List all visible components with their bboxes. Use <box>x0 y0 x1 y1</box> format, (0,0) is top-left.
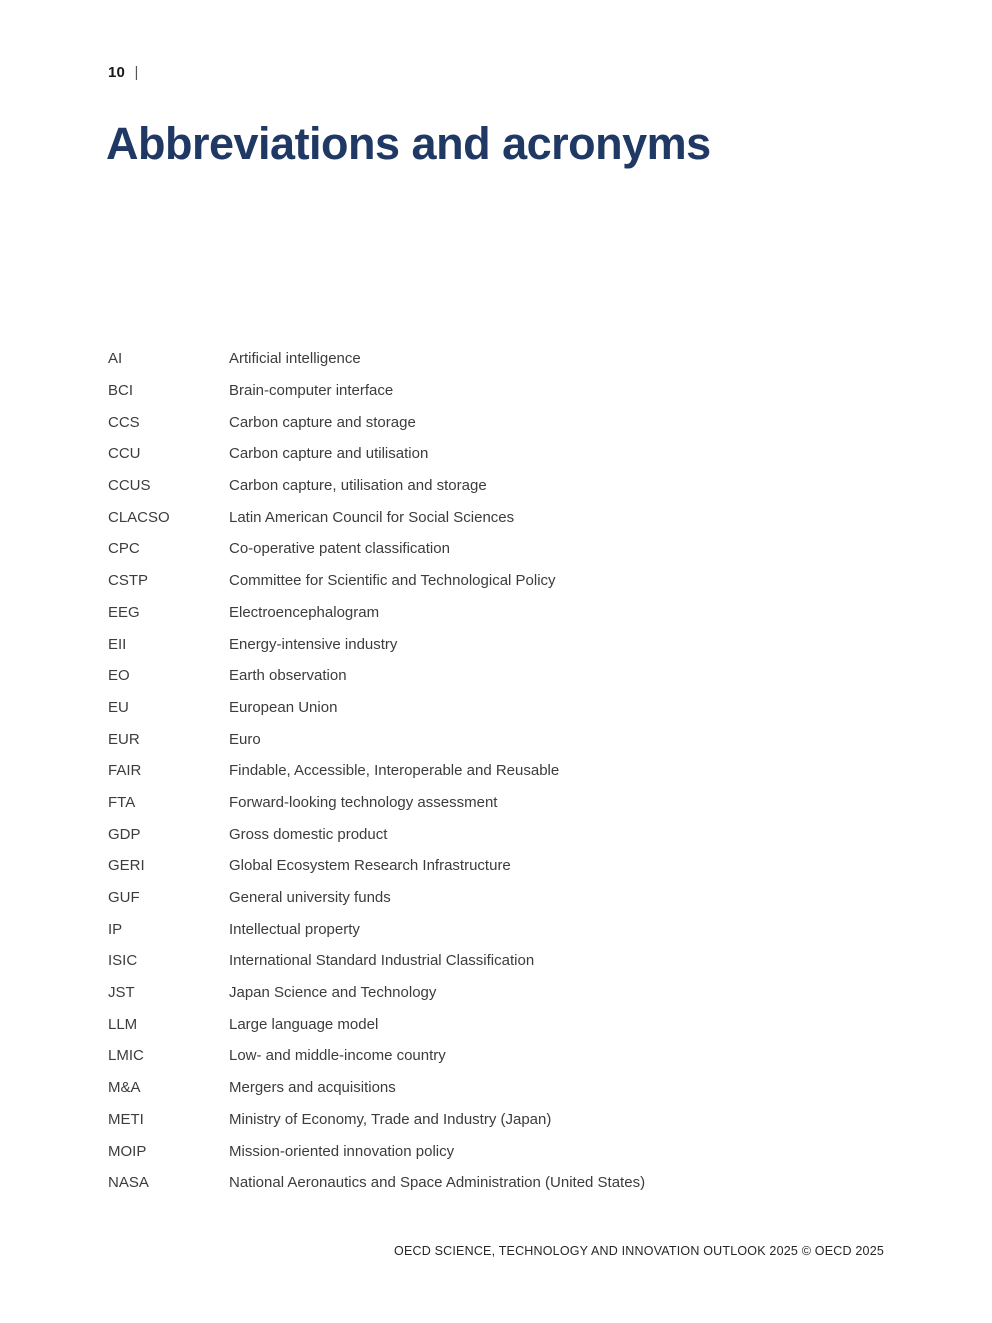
abbreviation-term: EEG <box>108 603 140 621</box>
abbreviation-term: LMIC <box>108 1047 144 1065</box>
abbreviation-definition: Findable, Accessible, Interoperable and Reusable <box>229 762 560 780</box>
abbreviation-term: LLM <box>108 1015 138 1033</box>
abbreviation-term: IP <box>108 920 123 938</box>
abbreviation-term: EII <box>108 635 127 653</box>
abbreviation-term: EUR <box>108 730 140 748</box>
abbreviation-row <box>108 787 892 819</box>
abbreviation-definition: Forward-looking technology assessment <box>229 793 498 811</box>
abbreviation-row <box>108 438 892 470</box>
abbreviation-definition: Committee for Scientific and Technological Policy <box>229 572 556 590</box>
abbreviation-term: BCI <box>108 382 134 400</box>
abbreviation-term: GDP <box>108 825 141 843</box>
abbreviation-row <box>108 1167 892 1199</box>
abbreviation-term: JST <box>108 984 135 1002</box>
abbreviation-term: CCU <box>108 445 141 463</box>
abbreviation-row <box>108 660 892 692</box>
abbreviation-definition: Mergers and acquisitions <box>229 1079 396 1097</box>
page-title: Abbreviations and acronyms <box>106 118 711 169</box>
abbreviation-row <box>108 723 892 755</box>
abbreviation-term: GERI <box>108 857 145 875</box>
abbreviation-definition: Carbon capture and utilisation <box>229 445 429 463</box>
abbreviation-definition: Large language model <box>229 1015 379 1033</box>
abbreviation-row <box>108 470 892 502</box>
abbreviation-row <box>108 977 892 1009</box>
page-footer: OECD SCIENCE, TECHNOLOGY AND INNOVATION OUTLOOK 2025 © OECD 2025 <box>394 1244 884 1258</box>
abbreviation-term: FAIR <box>108 762 142 780</box>
abbreviation-definition: Gross domestic product <box>229 825 388 843</box>
abbreviation-row <box>108 945 892 977</box>
abbreviation-term: AI <box>108 350 123 368</box>
abbreviation-term: CPC <box>108 540 140 558</box>
abbreviation-row <box>108 406 892 438</box>
abbreviation-definition: Earth observation <box>229 667 347 685</box>
abbreviation-row <box>108 882 892 914</box>
abbreviation-row <box>108 375 892 407</box>
abbreviation-term: METI <box>108 1110 144 1128</box>
abbreviation-row <box>108 628 892 660</box>
abbreviation-definition: Low- and middle-income country <box>229 1047 446 1065</box>
abbreviation-row <box>108 850 892 882</box>
abbreviation-definition: Ministry of Economy, Trade and Industry (Japan) <box>229 1110 552 1128</box>
page-number: 10 <box>108 64 126 81</box>
abbreviation-definition: Intellectual property <box>229 920 360 938</box>
abbreviation-definition: Latin American Council for Social Sciences <box>229 508 515 526</box>
abbreviation-row <box>108 818 892 850</box>
abbreviation-definition: Energy-intensive industry <box>229 635 398 653</box>
abbreviation-row <box>108 343 892 375</box>
abbreviation-definition: Euro <box>229 730 261 748</box>
abbreviation-row <box>108 913 892 945</box>
abbreviation-term: CLACSO <box>108 508 170 526</box>
abbreviation-term: CSTP <box>108 572 149 590</box>
abbreviation-term: CCUS <box>108 477 151 495</box>
abbreviation-definition: Electroencephalogram <box>229 603 380 621</box>
abbreviation-term: EO <box>108 667 130 685</box>
abbreviation-row <box>108 597 892 629</box>
page-number-separator: | <box>134 64 139 81</box>
page-header <box>108 64 139 81</box>
abbreviation-row <box>108 1072 892 1104</box>
abbreviation-row <box>108 1040 892 1072</box>
abbreviation-definition: Carbon capture, utilisation and storage <box>229 477 487 495</box>
abbreviation-row <box>108 1008 892 1040</box>
abbreviation-row <box>108 565 892 597</box>
abbreviation-definition: Carbon capture and storage <box>229 413 416 431</box>
abbreviation-row <box>108 692 892 724</box>
abbreviation-term: MOIP <box>108 1142 147 1160</box>
abbreviation-definition: General university funds <box>229 889 391 907</box>
abbreviation-definition: European Union <box>229 698 338 716</box>
abbreviation-definition: National Aeronautics and Space Administration (United States) <box>229 1174 646 1192</box>
abbreviation-row <box>108 501 892 533</box>
abbreviation-row <box>108 533 892 565</box>
abbreviation-definition: Global Ecosystem Research Infrastructure <box>229 857 511 875</box>
abbreviation-row <box>108 1135 892 1167</box>
abbreviation-term: GUF <box>108 889 140 907</box>
abbreviation-definition: International Standard Industrial Classification <box>229 952 535 970</box>
abbreviation-row <box>108 1104 892 1136</box>
abbreviations-list <box>108 343 892 1199</box>
abbreviation-definition: Artificial intelligence <box>229 350 361 368</box>
abbreviation-term: CCS <box>108 413 140 431</box>
abbreviation-definition: Mission-oriented innovation policy <box>229 1142 455 1160</box>
abbreviation-term: FTA <box>108 793 136 811</box>
abbreviation-term: M&A <box>108 1079 141 1097</box>
abbreviation-term: ISIC <box>108 952 138 970</box>
abbreviation-term: NASA <box>108 1174 149 1192</box>
abbreviation-definition: Co-operative patent classification <box>229 540 450 558</box>
abbreviation-definition: Japan Science and Technology <box>229 984 437 1002</box>
abbreviation-term: EU <box>108 698 129 716</box>
abbreviation-row <box>108 755 892 787</box>
abbreviation-definition: Brain-computer interface <box>229 382 394 400</box>
